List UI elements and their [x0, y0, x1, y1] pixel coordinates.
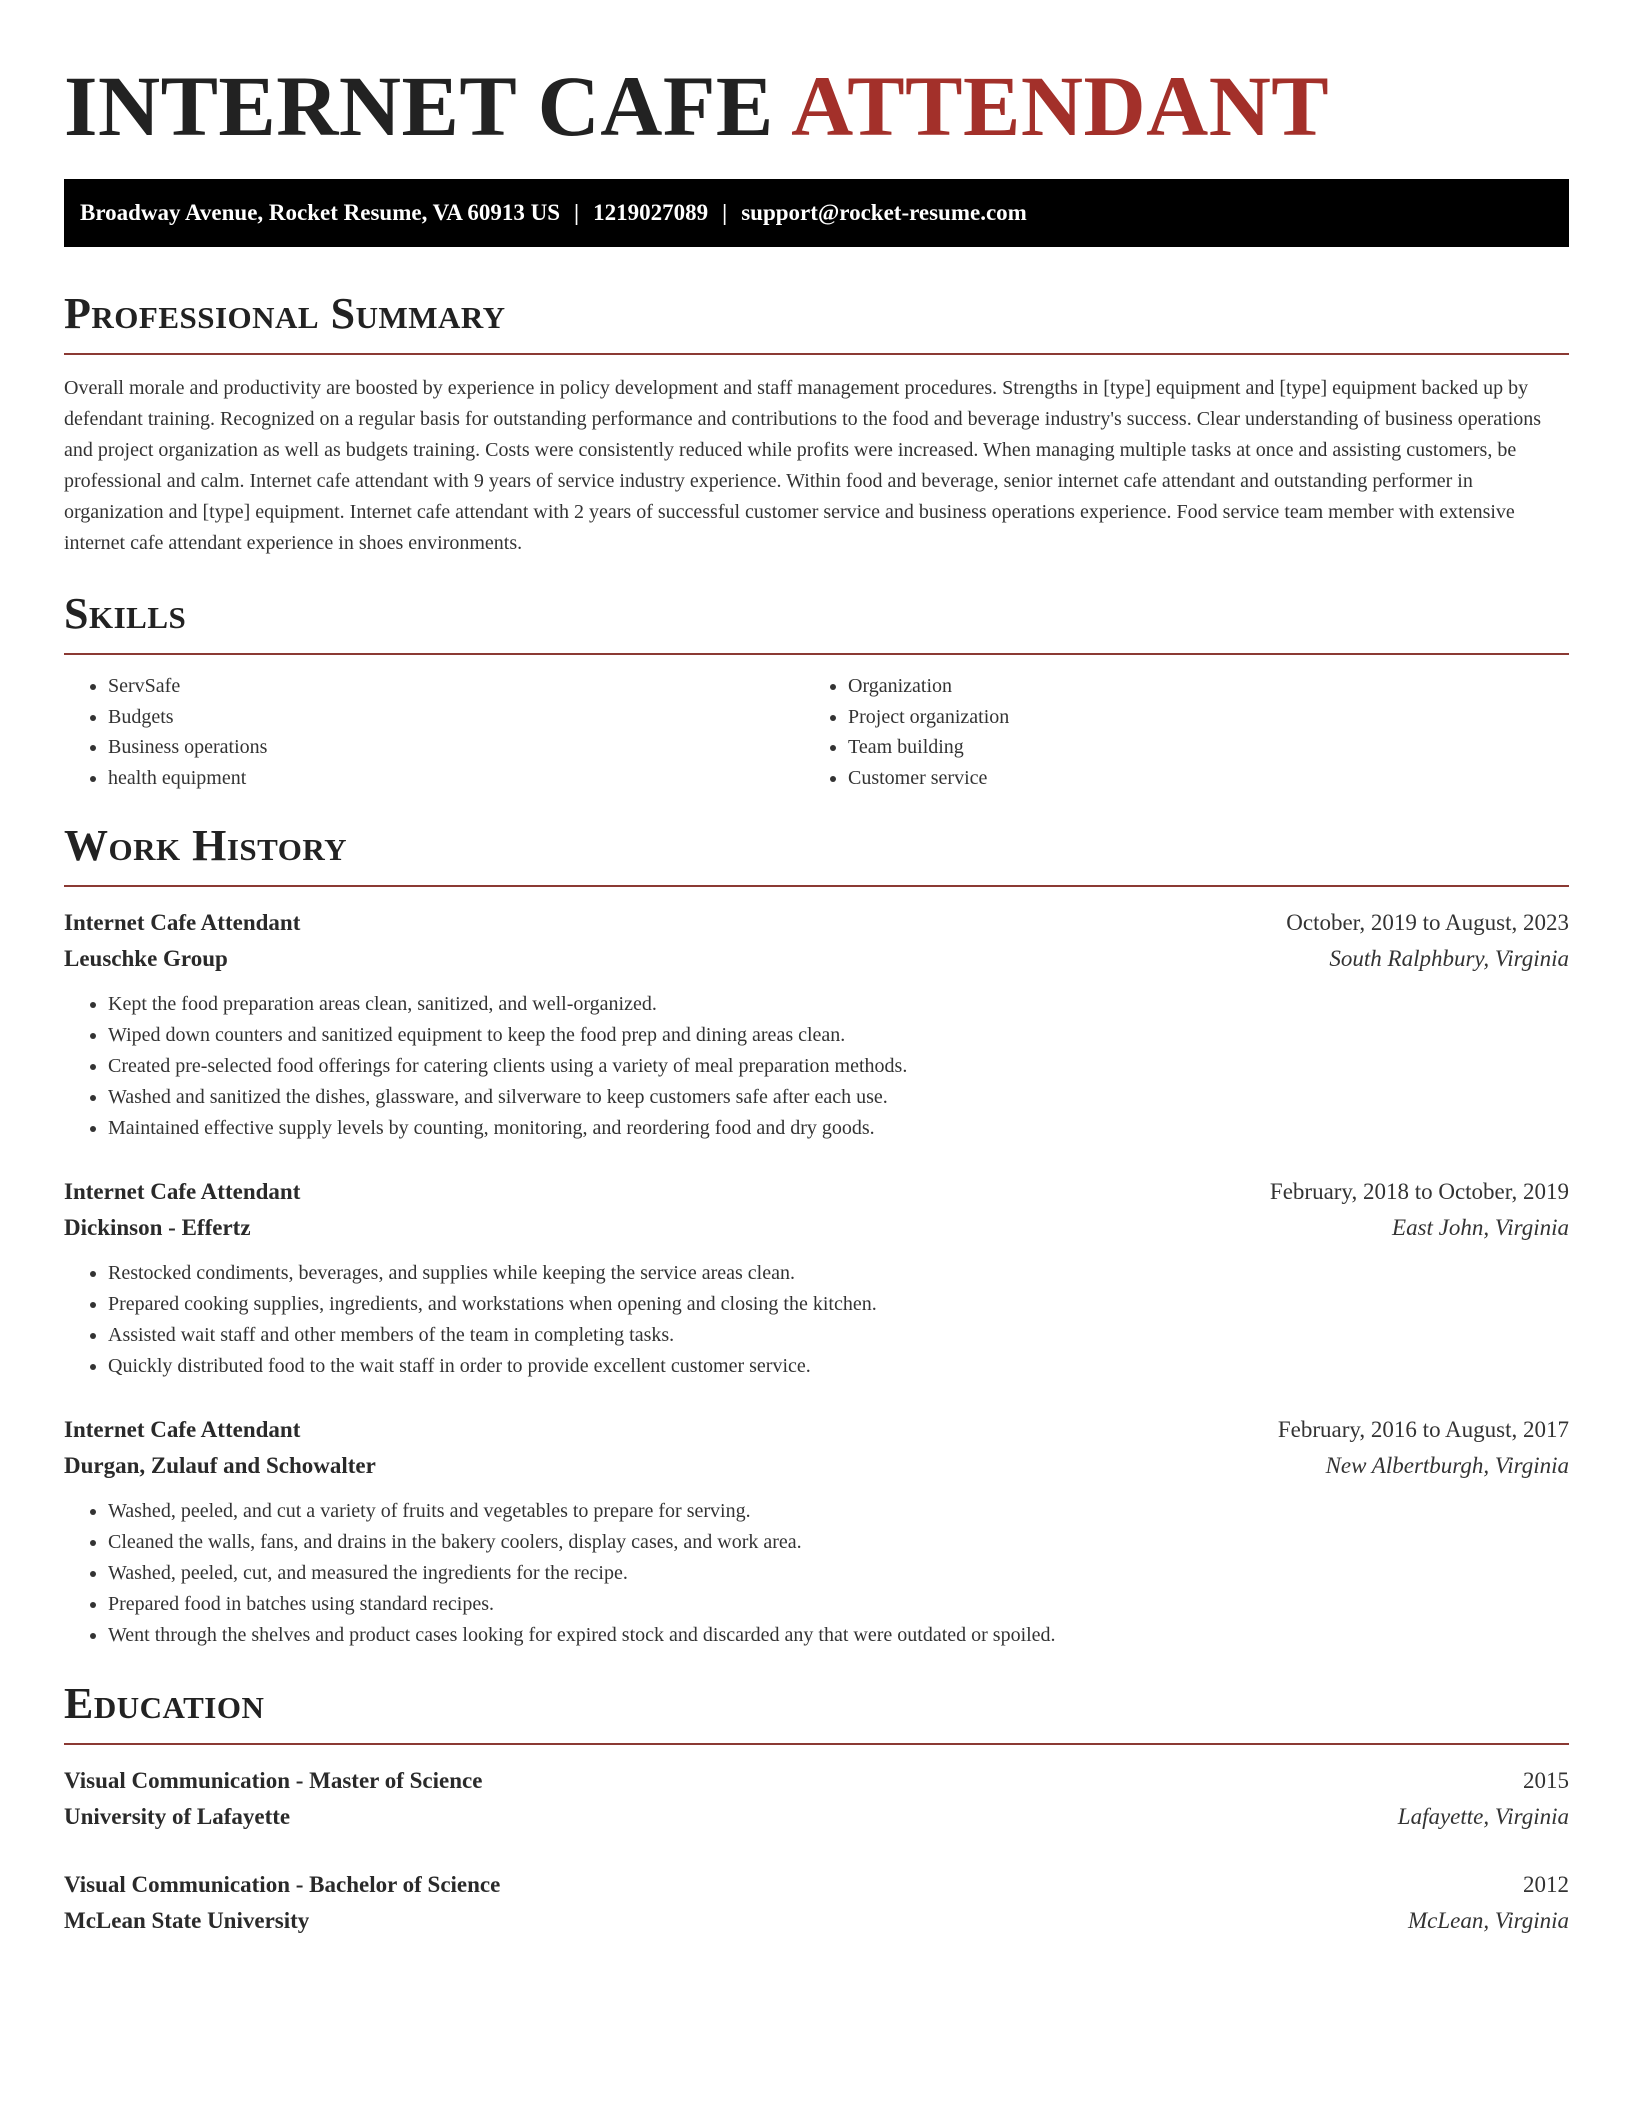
contact-bar: [64, 179, 1569, 247]
job-company: Leuschke Group: [64, 946, 228, 971]
job-entry: [64, 905, 1569, 1144]
graduation-year: 2012: [1523, 1872, 1569, 1897]
section-title: Education: [64, 1679, 1569, 1745]
contact-separator: |: [722, 200, 728, 225]
resume-name: [64, 58, 1569, 154]
job-entry: [64, 1412, 1569, 1651]
contact-address: Broadway Avenue, Rocket Resume, VA 60913 US: [80, 200, 561, 225]
job-company: Durgan, Zulauf and Schowalter: [64, 1453, 376, 1478]
degree: Visual Communication - Bachelor of Science: [64, 1872, 501, 1897]
summary-text: Overall morale and productivity are boosted by experience in policy development and staff management procedures. Strengths in [type] equipment and [type] equipment backed up by defendant training. Recognized on a regular basis for outstanding performance and contributions to the food and beverage industry's success. Clear understanding of business operations and project organization as well as budgets training. Costs were consistently reduced while profits were increased. When managing multiple tasks at once and assisting customers, be professional and calm. Internet cafe attendant with 9 years of service industry experience. Within food and beverage, senior internet cafe attendant and outstanding performer in organization and [type] equipment. Internet cafe attendant with 2 years of successful customer service and business operations experience. Food service team member with extensive internet cafe attendant experience in shoes environments.: [64, 377, 1542, 554]
name-primary: INTERNET CAFE: [64, 58, 774, 154]
job-title: Internet Cafe Attendant: [64, 1417, 301, 1442]
skill-item: • Project organization: [848, 702, 1544, 733]
job-bullet: • Wiped down counters and sanitized equipment to keep the food prep and dining areas clean.: [108, 1020, 1569, 1051]
contact-separator: |: [574, 200, 580, 225]
skills-columns: [64, 671, 1569, 793]
contact-email: support@rocket-resume.com: [741, 200, 1027, 225]
school-name: McLean State University: [64, 1908, 310, 1933]
work-history-section: [64, 821, 1569, 1651]
graduation-year: 2015: [1523, 1768, 1569, 1793]
skills-list-right: [804, 671, 1544, 793]
job-bullet: • Cleaned the walls, fans, and drains in the bakery coolers, display cases, and work area.: [108, 1527, 1569, 1558]
skill-item: • Team building: [848, 732, 1544, 763]
contact-phone: 1219027089: [593, 200, 709, 225]
job-company: Dickinson - Effertz: [64, 1215, 251, 1240]
job-dates: February, 2018 to October, 2019: [1269, 1179, 1569, 1204]
job-bullet: • Washed and sanitized the dishes, glassware, and silverware to keep customers safe after each use.: [108, 1082, 1569, 1113]
job-location: East John, Virginia: [1392, 1215, 1569, 1240]
school-location: Lafayette, Virginia: [1397, 1804, 1569, 1829]
section-title: Work History: [64, 821, 1569, 887]
job-bullets: [64, 1496, 1569, 1651]
job-bullet: • Restocked condiments, beverages, and supplies while keeping the service areas clean.: [108, 1258, 1569, 1289]
school-name: University of Lafayette: [64, 1804, 291, 1829]
job-title: Internet Cafe Attendant: [64, 910, 301, 935]
job-bullet: • Washed, peeled, cut, and measured the ingredients for the recipe.: [108, 1558, 1569, 1589]
job-bullet: • Went through the shelves and product cases looking for expired stock and discarded any that were outdated or spoiled.: [108, 1620, 1569, 1651]
skill-item: • Business operations: [108, 732, 804, 763]
skills-list-left: [64, 671, 804, 793]
job-bullet: • Kept the food preparation areas clean, sanitized, and well-organized.: [108, 989, 1569, 1020]
skill-item: • Budgets: [108, 702, 804, 733]
job-entry: [64, 1174, 1569, 1382]
job-location: New Albertburgh, Virginia: [1325, 1453, 1569, 1478]
skill-item: • ServSafe: [108, 671, 804, 702]
summary-section: [64, 289, 1569, 559]
job-bullet: • Prepared cooking supplies, ingredients, and workstations when opening and closing the kitchen.: [108, 1289, 1569, 1320]
job-bullets: [64, 1258, 1569, 1382]
job-bullet: • Maintained effective supply levels by counting, monitoring, and reordering food and dry goods.: [108, 1113, 1569, 1144]
skill-item: • health equipment: [108, 763, 804, 794]
name-accent: ATTENDANT: [791, 58, 1330, 154]
job-bullet: • Washed, peeled, and cut a variety of fruits and vegetables to prepare for serving.: [108, 1496, 1569, 1527]
skill-item: • Customer service: [848, 763, 1544, 794]
skills-section: [64, 589, 1569, 793]
job-bullet: • Prepared food in batches using standard recipes.: [108, 1589, 1569, 1620]
section-title: Professional Summary: [64, 289, 1569, 355]
job-bullets: [64, 989, 1569, 1144]
resume-page: [64, 0, 1569, 1939]
education-entry: [64, 1867, 1569, 1939]
job-bullet: • Assisted wait staff and other members of the team in completing tasks.: [108, 1320, 1569, 1351]
job-bullet: • Created pre-selected food offerings for catering clients using a variety of meal preparation methods.: [108, 1051, 1569, 1082]
job-location: South Ralphbury, Virginia: [1329, 946, 1569, 971]
education-section: [64, 1679, 1569, 1939]
education-entry: [64, 1763, 1569, 1835]
skill-item: • Organization: [848, 671, 1544, 702]
school-location: McLean, Virginia: [1408, 1908, 1569, 1933]
job-dates: October, 2019 to August, 2023: [1286, 910, 1569, 935]
job-dates: February, 2016 to August, 2017: [1277, 1417, 1569, 1442]
job-title: Internet Cafe Attendant: [64, 1179, 301, 1204]
section-title: Skills: [64, 589, 1569, 655]
job-bullet: • Quickly distributed food to the wait staff in order to provide excellent customer service.: [108, 1351, 1569, 1382]
degree: Visual Communication - Master of Science: [64, 1768, 483, 1793]
